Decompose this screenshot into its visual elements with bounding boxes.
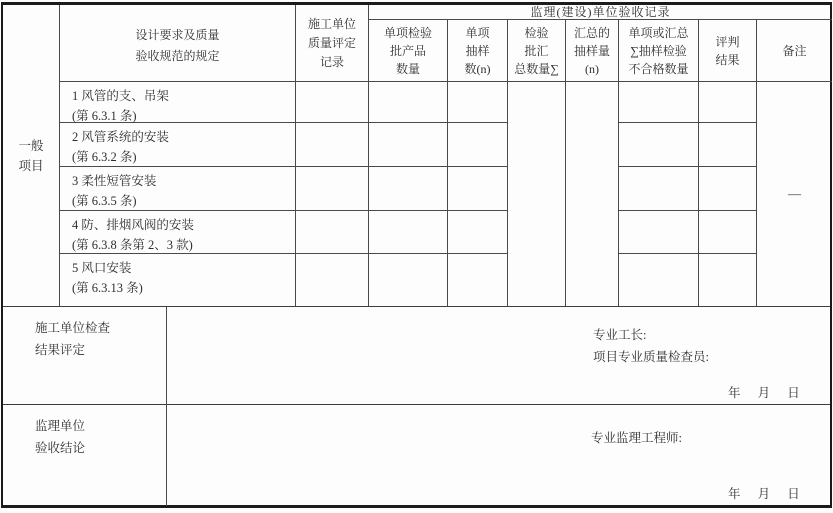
header-judgement-result bbox=[699, 20, 757, 82]
header-total-sample-qty-line2: 抽样量 bbox=[573, 43, 610, 58]
contractor-inspection-label-line1: 施工单位检查 bbox=[35, 321, 111, 335]
header-unqualified-qty-line2: ∑抽样检验 bbox=[630, 43, 687, 58]
row-5-unqualified-qty-cell bbox=[619, 254, 699, 306]
row-1-contractor-record-cell bbox=[296, 82, 369, 123]
row-2-unqualified-qty-cell bbox=[619, 123, 699, 167]
row-group-label bbox=[3, 5, 60, 306]
header-item-sample-count-line2: 抽样 bbox=[465, 43, 490, 58]
header-design-requirements bbox=[60, 5, 296, 82]
header-design-requirements-line1: 设计要求及质量 bbox=[135, 28, 220, 42]
row-1-item-name: 1 风管的支、吊架 bbox=[72, 89, 169, 103]
supervising-engineer-signature-label: 专业监理工程师: bbox=[591, 431, 682, 445]
row-3-item-name: 3 柔性短管安装 bbox=[72, 174, 157, 188]
row-5-item bbox=[60, 254, 296, 306]
header-contractor-record-line1: 施工单位 bbox=[307, 16, 356, 31]
row-group-label-line2: 项目 bbox=[18, 158, 44, 173]
header-contractor-record bbox=[296, 5, 369, 82]
header-judgement-result-line1: 评判 bbox=[715, 34, 740, 49]
row-5-batch-product-qty-cell bbox=[369, 254, 448, 306]
contractor-inspection-label-line2: 结果评定 bbox=[35, 343, 86, 357]
header-contractor-record-line3: 记录 bbox=[319, 54, 344, 69]
row-3-clause: (第 6.3.5 条) bbox=[72, 194, 137, 208]
row-4-item-sample-count-cell bbox=[448, 211, 508, 254]
supervisor-conclusion-section bbox=[3, 405, 830, 506]
row-5-item-sample-count-cell bbox=[448, 254, 508, 306]
row-1-item bbox=[60, 82, 296, 123]
row-1-judgement-result-cell bbox=[699, 82, 757, 123]
header-total-sample-qty-line3: (n) bbox=[585, 61, 599, 76]
header-item-sample-count bbox=[448, 20, 508, 82]
row-3-contractor-record-cell bbox=[296, 167, 369, 211]
header-batch-product-qty-line1: 单项检验 bbox=[383, 25, 432, 40]
supervisor-date-line: 年 月 日 bbox=[728, 487, 800, 501]
row-2-item-name: 2 风管系统的安装 bbox=[72, 130, 169, 144]
row-4-unqualified-qty-cell bbox=[619, 211, 699, 254]
header-batch-total-qty bbox=[508, 20, 566, 82]
row-1-unqualified-qty-cell bbox=[619, 82, 699, 123]
header-remarks-line: 备注 bbox=[782, 43, 807, 58]
row-4-clause: (第 6.3.8 条第 2、3 款) bbox=[72, 238, 193, 252]
row-1-item-sample-count-cell bbox=[448, 82, 508, 123]
row-group-label-line1: 一般 bbox=[18, 138, 44, 153]
row-2-item-sample-count-cell bbox=[448, 123, 508, 167]
header-unqualified-qty-line3: 不合格数量 bbox=[628, 61, 689, 76]
row-3-item bbox=[60, 167, 296, 211]
header-batch-total-qty-line1: 检验 bbox=[524, 25, 549, 40]
header-design-requirements-line2: 验收规范的规定 bbox=[135, 49, 220, 63]
header-total-sample-qty-line1: 汇总的 bbox=[573, 25, 610, 40]
row-2-judgement-result-cell bbox=[699, 123, 757, 167]
row-4-item-name: 4 防、排烟风阀的安装 bbox=[72, 218, 194, 232]
supervisor-conclusion-label bbox=[3, 405, 167, 506]
row-5-clause: (第 6.3.13 条) bbox=[72, 281, 143, 295]
row-3-item-sample-count-cell bbox=[448, 167, 508, 211]
header-total-sample-qty bbox=[566, 20, 619, 82]
header-unqualified-qty bbox=[619, 20, 699, 82]
row-2-item bbox=[60, 123, 296, 167]
foreman-signature-label: 专业工长: bbox=[593, 328, 647, 342]
header-contractor-record-line2: 质量评定 bbox=[307, 35, 356, 50]
row-4-batch-product-qty-cell bbox=[369, 211, 448, 254]
quality-inspector-signature-label: 项目专业质量检查员: bbox=[593, 350, 709, 364]
header-batch-total-qty-line3: 总数量∑ bbox=[514, 61, 559, 76]
header-batch-total-qty-line2: 批汇 bbox=[524, 43, 549, 58]
total-sample-qty-merged-cell bbox=[566, 82, 619, 306]
batch-total-qty-merged-cell bbox=[508, 82, 566, 306]
row-4-judgement-result-cell bbox=[699, 211, 757, 254]
row-2-contractor-record-cell bbox=[296, 123, 369, 167]
header-supervision-band: 监理(建设)单位验收记录 bbox=[369, 5, 832, 20]
acceptance-form bbox=[1, 2, 832, 508]
row-5-item-name: 5 风口安装 bbox=[72, 261, 132, 275]
row-2-batch-product-qty-cell bbox=[369, 123, 448, 167]
header-item-sample-count-line3: 数(n) bbox=[464, 61, 491, 76]
row-2-clause: (第 6.3.2 条) bbox=[72, 150, 137, 164]
supervisor-conclusion-label-line2: 验收结论 bbox=[35, 441, 86, 455]
contractor-inspection-content bbox=[167, 307, 830, 404]
header-judgement-result-line2: 结果 bbox=[715, 52, 740, 67]
row-1-clause: (第 6.3.1 条) bbox=[72, 109, 137, 123]
supervisor-conclusion-content bbox=[167, 405, 830, 506]
row-4-contractor-record-cell bbox=[296, 211, 369, 254]
remarks-dash: — bbox=[788, 186, 801, 201]
contractor-date-line: 年 月 日 bbox=[728, 386, 800, 400]
row-3-unqualified-qty-cell bbox=[619, 167, 699, 211]
row-1-batch-product-qty-cell bbox=[369, 82, 448, 123]
header-batch-product-qty-line3: 数量 bbox=[395, 61, 420, 76]
contractor-inspection-section bbox=[3, 307, 830, 405]
row-4-item bbox=[60, 211, 296, 254]
row-3-batch-product-qty-cell bbox=[369, 167, 448, 211]
acceptance-table bbox=[3, 5, 830, 307]
header-unqualified-qty-line1: 单项或汇总 bbox=[628, 25, 689, 40]
contractor-inspection-label bbox=[3, 307, 167, 404]
row-5-contractor-record-cell bbox=[296, 254, 369, 306]
supervisor-conclusion-label-line1: 监理单位 bbox=[35, 419, 86, 433]
row-3-judgement-result-cell bbox=[699, 167, 757, 211]
header-remarks bbox=[757, 20, 832, 82]
remarks-merged-cell bbox=[757, 82, 832, 306]
header-item-sample-count-line1: 单项 bbox=[465, 25, 490, 40]
header-batch-product-qty bbox=[369, 20, 448, 82]
row-5-judgement-result-cell bbox=[699, 254, 757, 306]
header-batch-product-qty-line2: 批产品 bbox=[389, 43, 426, 58]
